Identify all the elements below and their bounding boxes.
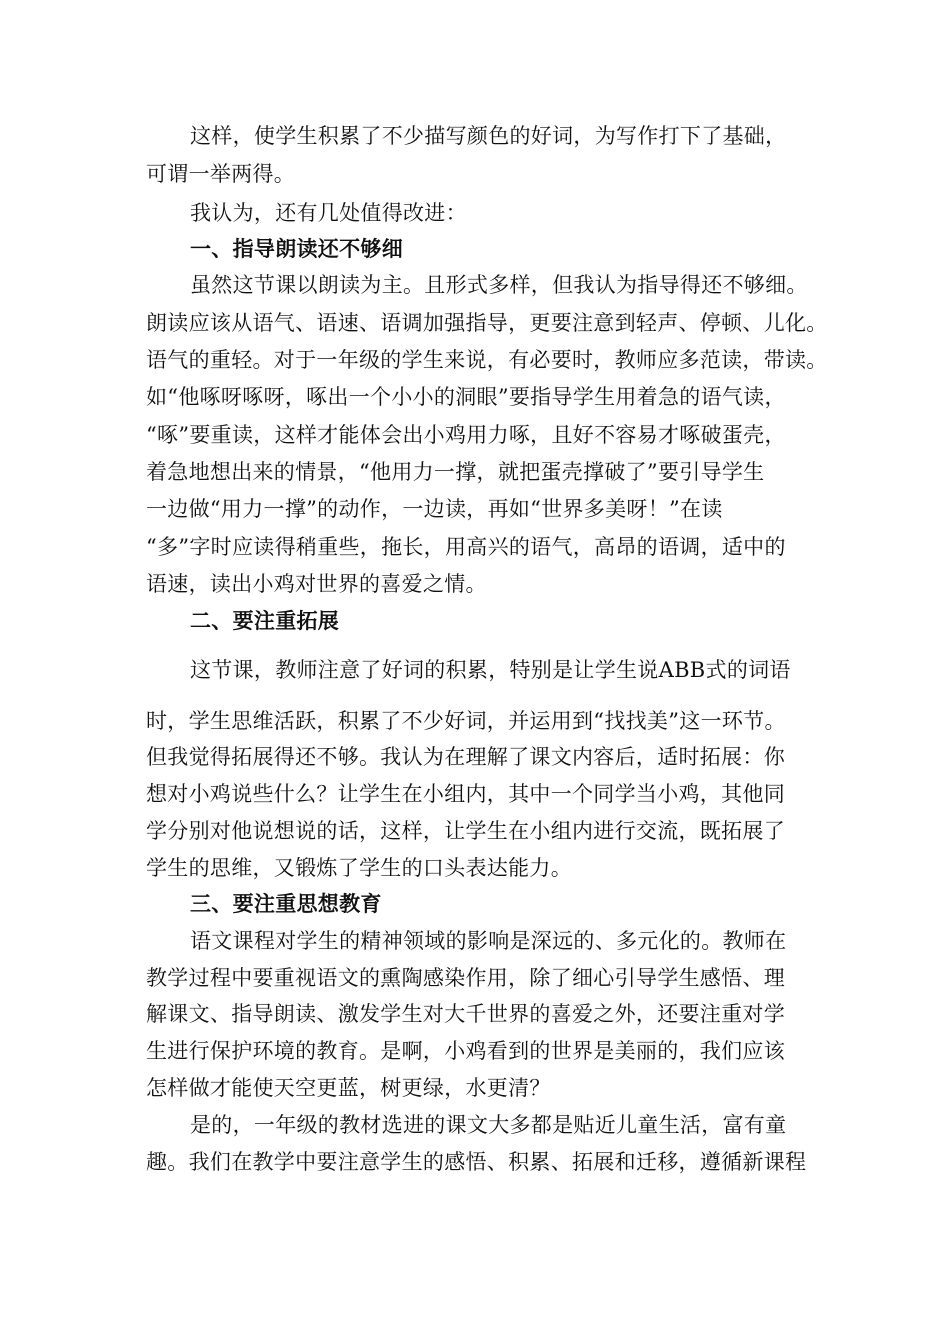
paragraph-line: 如“他啄呀啄呀，啄出一个小小的洞眼”要指导学生用着急的语气读， <box>146 385 786 409</box>
paragraph-line: 学生的思维，又锻炼了学生的口头表达能力。 <box>146 856 572 880</box>
paragraph-line: 语气的重轻。对于一年级的学生来说，有必要时，教师应多范读，带读。 <box>146 348 828 372</box>
paragraph-line: 生进行保护环境的教育。是啊，小鸡看到的世界是美丽的，我们应该 <box>146 1039 785 1063</box>
section-heading-2: 二、要注重拓展 <box>190 609 340 633</box>
section-heading-1: 一、指导朗读还不够细 <box>190 237 403 261</box>
paragraph-line: 怎样做才能使天空更蓝，树更绿，水更清？ <box>146 1076 551 1100</box>
paragraph-line: 解课文、指导朗读、激发学生对大千世界的喜爱之外，还要注重对学 <box>146 1002 785 1026</box>
section-heading-3: 三、要注重思想教育 <box>190 892 382 916</box>
paragraph-line: 虽然这节课以朗读为主。且形式多样，但我认为指导得还不够细。 <box>190 273 808 297</box>
paragraph-line: 我认为，还有几处值得改进： <box>190 201 467 225</box>
paragraph-line: 可谓一举两得。 <box>146 162 296 186</box>
paragraph-line: 语速，读出小鸡对世界的喜爱之情。 <box>146 572 487 596</box>
paragraph-line: 时，学生思维活跃，积累了不少好词，并运用到“找找美”这一环节。 <box>146 709 786 733</box>
paragraph-line: 一边做“用力一撑”的动作，一边读，再如“世界多美呀！”在读 <box>146 497 723 521</box>
paragraph-line: 学分别对他说想说的话，这样，让学生在小组内进行交流，既拓展了 <box>146 819 785 843</box>
paragraph-line: 语文课程对学生的精神领域的影响是深远的、多元化的。教师在 <box>190 929 787 953</box>
paragraph-line: 想对小鸡说些什么？让学生在小组内，其中一个同学当小鸡，其他同 <box>146 782 785 806</box>
paragraph-line: 这样，使学生积累了不少描写颜色的好词，为写作打下了基础， <box>190 124 787 148</box>
paragraph-line: 但我觉得拓展得还不够。我认为在理解了课文内容后，适时拓展：你 <box>146 745 785 769</box>
paragraph-line: 这节课，教师注意了好词的积累，特别是让学生说ABB式的词语 <box>190 658 791 682</box>
paragraph-line: 趣。我们在教学中要注意学生的感悟、积累、拓展和迁移，遵循新课程 <box>146 1150 807 1174</box>
paragraph-line: “啄”要重读，这样才能体会出小鸡用力啄，且好不容易才啄破蛋壳， <box>146 423 786 447</box>
paragraph-line: 教学过程中要重视语文的熏陶感染作用，除了细心引导学生感悟、理 <box>146 966 785 990</box>
paragraph-line: “多”字时应读得稍重些，拖长，用高兴的语气，高昂的语调，适中的 <box>146 535 786 559</box>
paragraph-line: 是的，一年级的教材选进的课文大多都是贴近儿童生活，富有童 <box>190 1113 787 1137</box>
paragraph-line: 着急地想出来的情景，“他用力一撑，就把蛋壳撑破了”要引导学生 <box>146 460 765 484</box>
paragraph-line: 朗读应该从语气、语速、语调加强指导，更要注意到轻声、停顿、儿化。 <box>146 311 828 335</box>
